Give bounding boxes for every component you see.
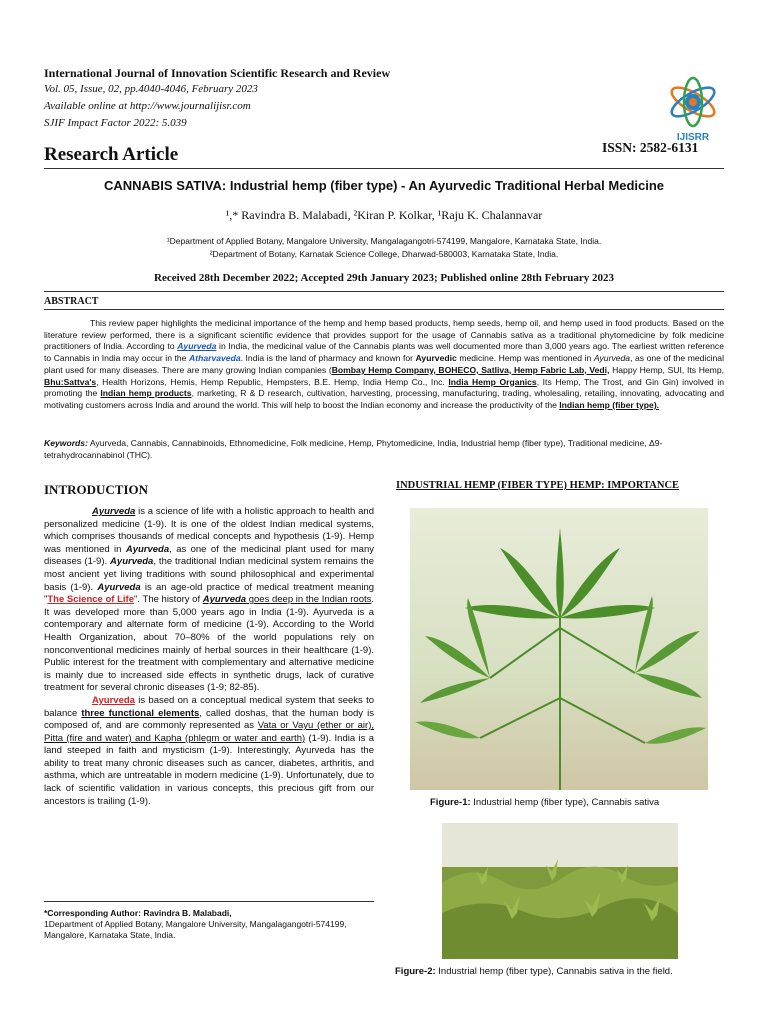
- dates-divider: [44, 291, 724, 292]
- logo-text: IJISRR: [676, 132, 710, 143]
- right-heading: INDUSTRIAL HEMP (FIBER TYPE) HEMP: IMPORTANCE: [396, 480, 680, 491]
- figure-2-caption: Figure-2: Industrial hemp (fiber type), Cannabis sativa in the field.: [395, 966, 673, 977]
- journal-volume: Vol. 05, Issue, 02, pp.4040-4046, February 2023: [44, 83, 258, 95]
- intro-body: Ayurveda is a science of life with a holistic approach to health and personalized medicine (1-9). It is one of the oldest Indian medical systems, which comprises thousands of medical concepts and hypothesis (1-9). Hemp was mentioned in Ayurveda, as one of the medicinal plant used for many diseases (1-9). Ayurveda, the traditional Indian medicinal system remains the most ancient yet living traditions with sound philosophical and experimental basis (1-9). Ayurveda is an age-old practice of medical treatment meaning "The Science of Life". The history of Ayurveda goes deep in the Indian roots. It was developed more than 5,000 years ago in India (1-9). Ayurveda is a contemporary and alternate form of medicine (1-9). According to the World Health Organization, about 70–80% of the world populations rely on nonconventional medicines mainly of herbal sources in their healthcare (1-9). Public interest for the treatment with complementary and alternative medicine is mainly due to increased side effects in synthetic drugs, lack of curative treatment for several chronic diseases (1-9; 82-85). Ayurveda is based on a conceptual medical system that seeks to balance three functional elements, called doshas, that the human body is composed of, and are commonly represented as Vata or Vayu (ether or air), Pitta (fire and water) and Kapha (phlegm or water and earth) (1-9). India is a land steeped in faith and mysticism (1-9). Interestingly, Ayurveda has the ability to treat many chronic diseases such as cancer, diabetes, arthritis, and asthma, which are untreatable in modern medicine (1-9). Unfortunately, due to lack of scientific validation in various concepts, this precious gift from our ancestors is trailing (1-9).: [44, 506, 375, 807]
- journal-impact: SJIF Impact Factor 2022: 5.039: [44, 117, 187, 129]
- figure-1-caption: Figure-1: Industrial hemp (fiber type), Cannabis sativa: [430, 797, 660, 808]
- intro-heading: INTRODUCTION: [44, 482, 149, 497]
- corresponding-author: *Corresponding Author: Ravindra B. Malabadi, 1Department of Applied Botany, Mangalore University, Mangalagangotri-574199, Mangalore, Karnataka State, India.: [44, 908, 347, 940]
- journal-url[interactable]: Available online at http://www.journalijisr.com: [44, 100, 251, 112]
- abstract-text: This review paper highlights the medicinal importance of the hemp and hemp based products, hemp seeds, hemp oil, and hemp used in food products. Based on the literature review performed, there is a significant scientific evidence that provides support for the usage of Cannabis sativa as a traditional phytomedicine by folk medicine practitioners of India. According to Ayurveda in India, the medicinal value of the Cannabis plants was well documented more than 3,000 years ago. The earliest written reference to Cannabis in India may occur in the Atharvaveda. India is the land of pharmacy and known for Ayurvedic medicine. Hemp was mentioned in Ayurveda, as one of the medicinal plant used for many diseases. There are many growing Indian companies (Bombay Hemp Company, BOHECO, Satliva, Hemp Fabric Lab, Vedi, Happy Hemp, SUI, Its Hemp, Bhu:Sattva's, Health Horizons, Hemis, Hemp Republic, Hempsters, B.E. Hemp, India Hemp Co., Inc. India Hemp Organics, Its Hemp, The Trost, and Gin Gin) involved in promoting the Indian hemp products, marketing, R & D research, cultivation, harvesting, processing, manufacturing, trading, wholesaling, retailing, innovating, advocating and motivating customers across India and around the world. This will help to boost the Indian economy and increase the productivity of the Indian hemp (fiber type).: [44, 318, 725, 410]
- article-type: Research Article: [44, 144, 179, 165]
- keywords: Keywords: Ayurveda, Cannabis, Cannabinoids, Ethnomedicine, Folk medicine, Hemp, Phytomedicine, India, Industrial hemp (fiber type), Traditional medicine, Δ9-tetrahydrocannabinol (THC).: [44, 438, 663, 460]
- affiliation-2: ²Department of Botany, Karnatak Science College, Dharwad-580003, Karnataka State, India.: [209, 249, 559, 259]
- issn: ISSN: 2582-6131: [602, 140, 699, 155]
- journal-logo: [664, 74, 722, 144]
- figure-1-image: [410, 508, 708, 790]
- figure-2-image: [442, 823, 678, 959]
- dates: Received 28th December 2022; Accepted 29th January 2023; Published online 28th February 2023: [154, 272, 614, 284]
- abstract-heading: ABSTRACT: [44, 296, 99, 307]
- affiliation-1: ¹Department of Applied Botany, Mangalore University, Mangalagangotri-574199, Mangalore, Karnataka State, India.: [166, 236, 602, 246]
- header-divider: [44, 168, 724, 169]
- paper-title: CANNABIS SATIVA: Industrial hemp (fiber type) - An Ayurvedic Traditional Herbal Medicine: [103, 178, 665, 193]
- journal-name: International Journal of Innovation Scientific Research and Review: [44, 66, 391, 80]
- link-ayurveda[interactable]: Ayurveda: [177, 341, 217, 352]
- authors: ¹,* Ravindra B. Malabadi, ²Kiran P. Kolkar, ¹Raju K. Chalannavar: [225, 208, 543, 222]
- footnote-divider: [44, 901, 374, 902]
- abstract-divider: [44, 309, 724, 310]
